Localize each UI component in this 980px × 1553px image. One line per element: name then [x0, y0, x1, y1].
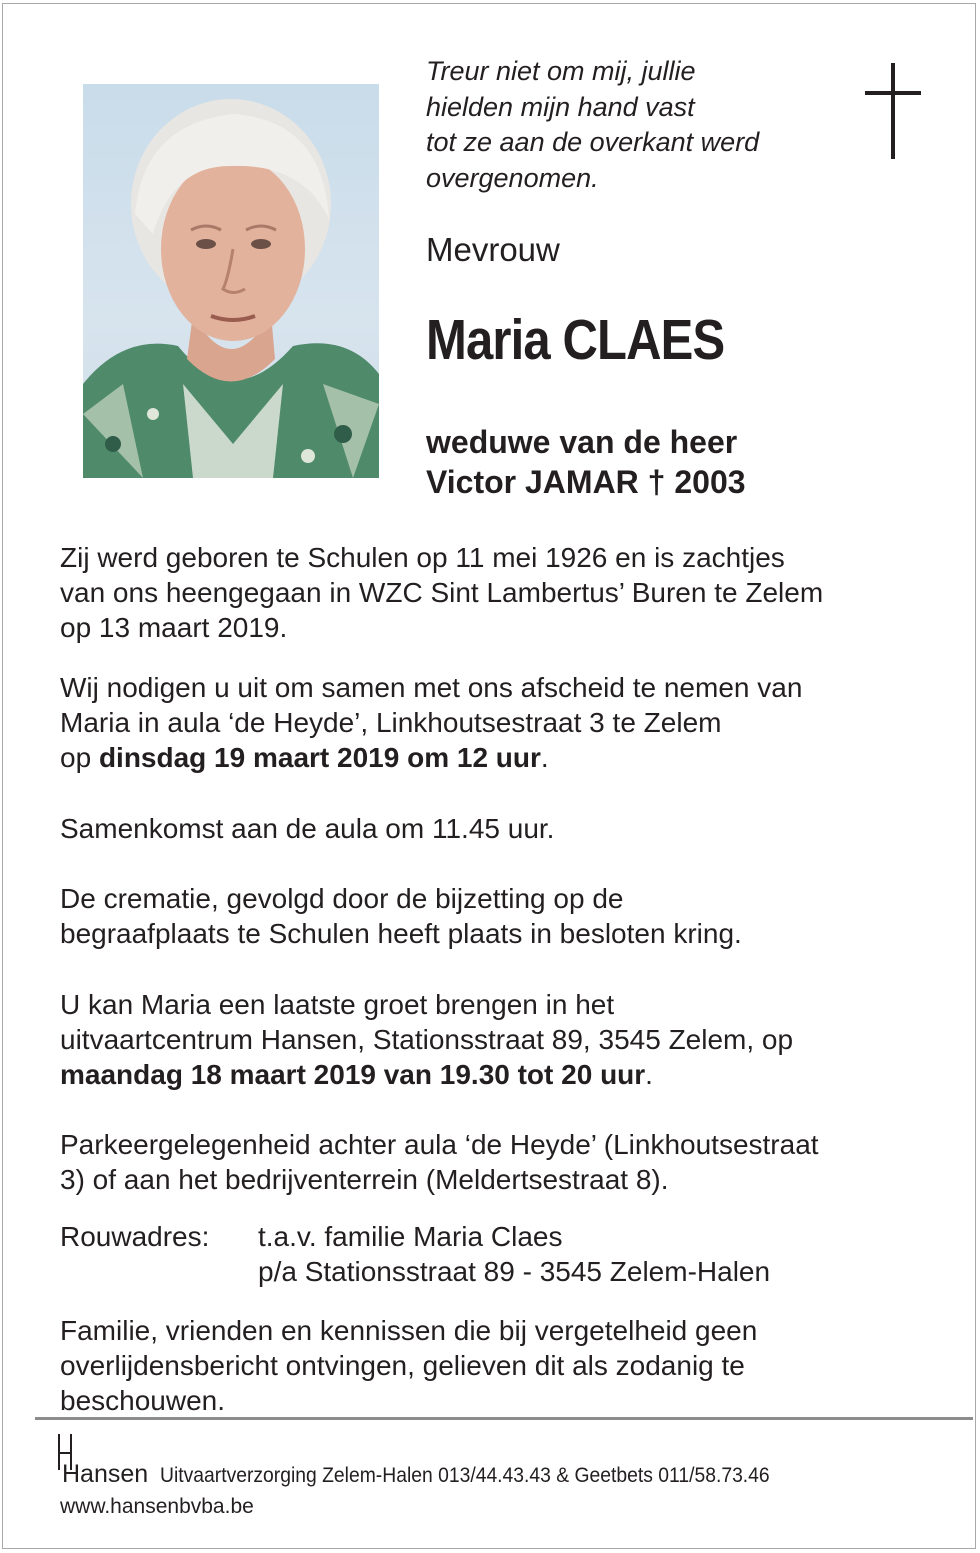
text-line: Parkeergelegenheid achter aula ‘de Heyde’ (Linkhoutsestraat [60, 1129, 819, 1160]
text-fragment: . [645, 1059, 653, 1090]
address-line: p/a Stationsstraat 89 - 3545 Zelem-Halen [258, 1256, 771, 1287]
cremation-paragraph [60, 881, 940, 951]
company-contact: Uitvaartverzorging Zelem-Halen 013/44.43.43 & Geetbets 011/58.73.46 [160, 1464, 770, 1487]
website-link[interactable]: www.hansenbvba.be [60, 1495, 254, 1518]
brand-name: Hansen [62, 1460, 149, 1488]
text-line: beschouwen. [60, 1385, 226, 1416]
footer-divider [35, 1417, 973, 1420]
notice-paragraph [60, 1313, 940, 1418]
text-line: U kan Maria een laatste groet brengen in het [60, 989, 615, 1020]
text-fragment: . [540, 742, 549, 773]
poem-line: hielden mijn hand vast [426, 91, 695, 122]
text-line: begraafplaats te Schulen heeft plaats in besloten kring. [60, 918, 742, 949]
spouse-line: Victor JAMAR † 2003 [426, 464, 746, 500]
spouse-line: weduwe van de heer [426, 424, 738, 460]
parking-paragraph [60, 1127, 940, 1197]
honorific: Mevrouw [426, 231, 560, 268]
visitation-paragraph [60, 987, 940, 1092]
text-line: Samenkomst aan de aula om 11.45 uur. [60, 813, 555, 844]
text-line: Wij nodigen u uit om samen met ons afscheid te nemen van [60, 672, 803, 703]
text-line: Zij werd geboren te Schulen op 11 mei 1926 en is zachtjes [60, 542, 785, 573]
text-line: uitvaartcentrum Hansen, Stationsstraat 89, 3545 Zelem, op [60, 1024, 794, 1055]
text-line: op 13 maart 2019. [60, 612, 288, 643]
poem [426, 54, 846, 196]
farewell-invitation-paragraph [60, 670, 940, 775]
ceremony-date: dinsdag 19 maart 2019 om 12 uur [98, 742, 541, 773]
text-fragment: op [60, 742, 99, 773]
cross-icon [865, 63, 921, 159]
text-line: 3) of aan het bedrijventerrein (Meldertsestraat 8). [60, 1164, 669, 1195]
spouse-info [426, 422, 746, 502]
address-label: Rouwadres: [60, 1221, 210, 1252]
address-line: t.a.v. familie Maria Claes [258, 1221, 563, 1252]
text-line [60, 740, 940, 775]
poem-line: Treur niet om mij, jullie [426, 56, 696, 86]
portrait-photo [83, 84, 379, 478]
text-line: De crematie, gevolgd door de bijzetting op de [60, 883, 624, 914]
birth-death-paragraph [60, 540, 940, 645]
poem-line: tot ze aan de overkant werd [426, 127, 760, 157]
visitation-date: maandag 18 maart 2019 van 19.30 tot 20 uur [60, 1059, 646, 1090]
gathering-paragraph [60, 811, 940, 846]
poem-line: overgenomen. [426, 162, 599, 193]
portrait-illustration [83, 84, 379, 478]
text-line: van ons heengegaan in WZC Sint Lambertus’ Buren te Zelem [60, 577, 824, 608]
deceased-name: Maria CLAES [426, 308, 725, 372]
text-line: overlijdensbericht ontvingen, gelieven dit als zodanig te [60, 1350, 745, 1381]
text-line: Maria in aula ‘de Heyde’, Linkhoutsestraat 3 te Zelem [60, 707, 722, 738]
text-line: Familie, vrienden en kennissen die bij vergetelheid geen [60, 1315, 758, 1346]
text-line [60, 1057, 940, 1092]
